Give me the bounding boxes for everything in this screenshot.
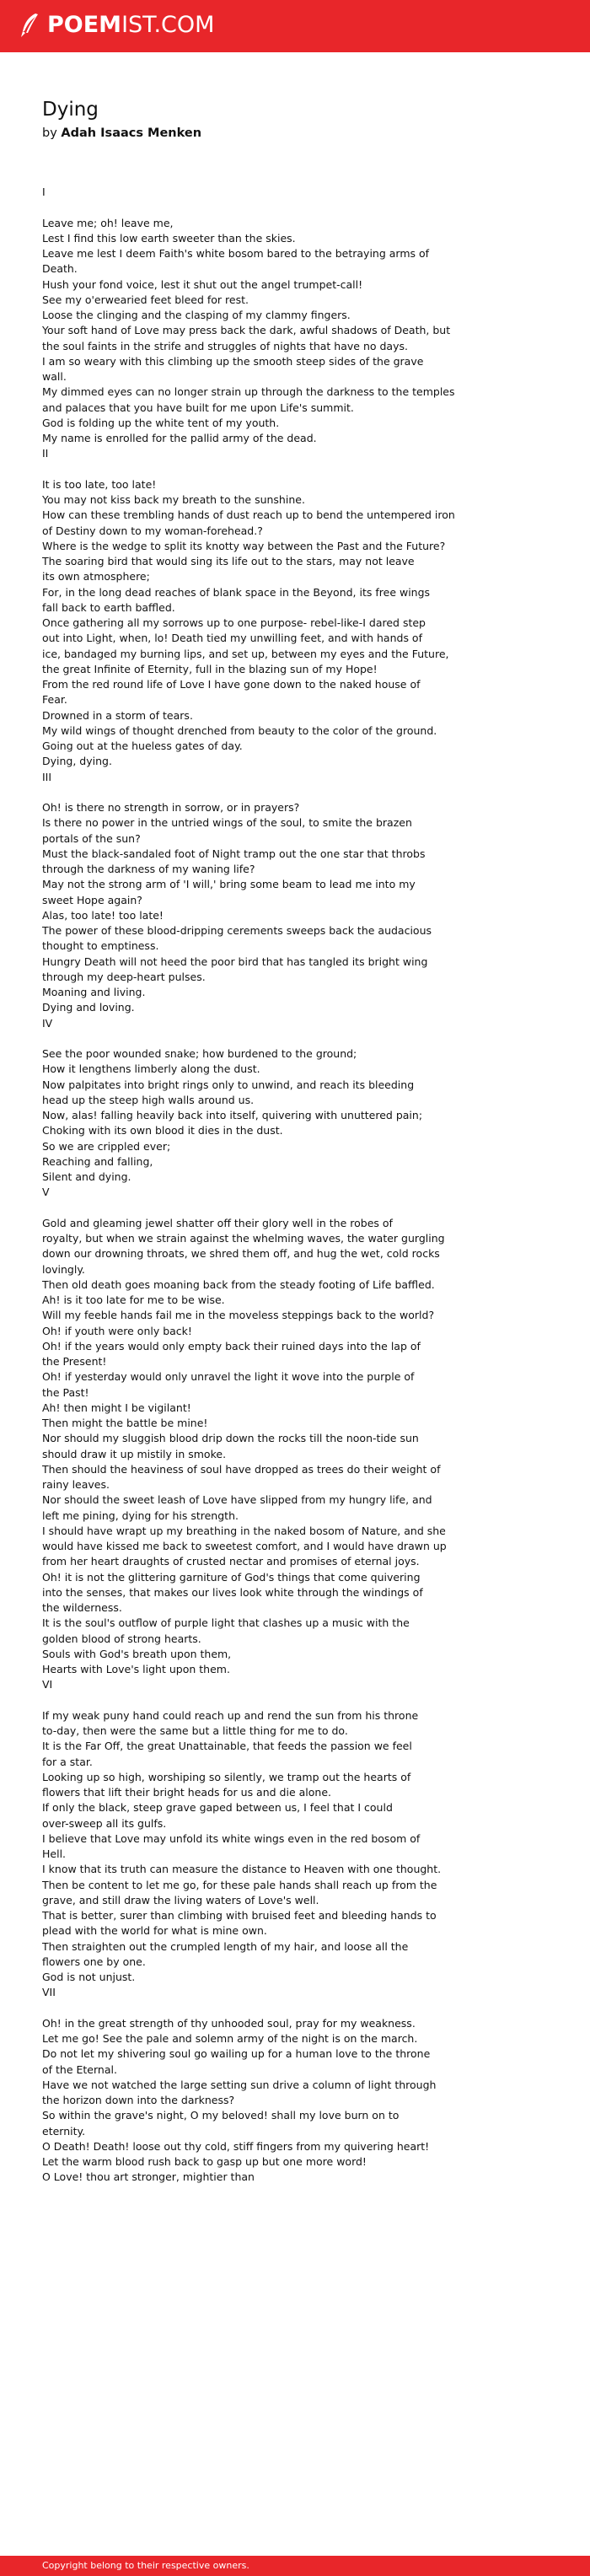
- poem-line: VII: [42, 1986, 56, 1999]
- poem-line: Hearts with Love's light upon them.: [42, 1663, 230, 1675]
- poem-line: Looking up so high, worshiping so silently, we tramp out the hearts of: [42, 1770, 411, 1783]
- poem-line: The soaring bird that would sing its life out to the stars, may not leave: [42, 555, 415, 567]
- poem-line: That is better, surer than climbing with bruised feet and bleeding hands to: [42, 1909, 437, 1922]
- poem-title: Dying: [42, 99, 99, 121]
- poem-line: Let the warm blood rush back to gasp up but one more word!: [42, 2155, 367, 2168]
- poem-line: For, in the long dead reaches of blank space in the Beyond, its free wings: [42, 585, 431, 599]
- poem-line: of the Eternal.: [42, 2062, 117, 2076]
- poem-line: III: [42, 770, 52, 783]
- poem-line: its own atmosphere;: [42, 570, 150, 583]
- poem-line: Reaching and falling,: [42, 1154, 153, 1168]
- poem-line: the soul faints in the strife and struggles of nights that have no days.: [42, 339, 408, 352]
- poem-line: [42, 1031, 514, 1046]
- poem-line: the great Infinite of Eternity, full in the blazing sun of my Hope!: [42, 662, 378, 675]
- poem-line: the horizon down into the darkness?: [42, 2094, 235, 2106]
- poem-line: Fear.: [42, 693, 67, 707]
- logo-text-light: IST.COM: [121, 12, 215, 38]
- poem-line: Ah! is it too late for me to be wise.: [42, 1293, 225, 1306]
- poem-line: Then straighten out the crumpled length of my hair, and loose all the: [42, 1939, 409, 1953]
- poem-line: My name is enrolled for the pallid army of the dead.: [42, 432, 317, 444]
- poem-line: God is folding up the white tent of my youth.: [42, 416, 280, 429]
- poem-line: Dying, dying.: [42, 755, 112, 768]
- poem-line: I believe that Love may unfold its white wings even in the red bosom of: [42, 1831, 421, 1845]
- poem-line: through the darkness of my waning life?: [42, 863, 255, 875]
- poem-line: Ah! then might I be vigilant!: [42, 1401, 191, 1414]
- poem-line: Where is the wedge to split its knotty way between the Past and the Future?: [42, 539, 446, 552]
- poem-line: the Present!: [42, 1355, 107, 1368]
- poem-line: IV: [42, 1016, 53, 1030]
- poem-line: It is the soul's outflow of purple light that clashes up a music with the: [42, 1616, 410, 1630]
- site-logo-text: [47, 12, 214, 39]
- poem-line: into the senses, that makes our lives look white through the windings of: [42, 1585, 423, 1599]
- poem-line: Hell.: [42, 1847, 67, 1860]
- poem-line: rainy leaves.: [42, 1478, 110, 1491]
- poem-line: [42, 462, 514, 477]
- poem-line: and palaces that you have built for me upon Life's summit.: [42, 401, 354, 414]
- poem-line: [42, 200, 514, 215]
- poem-line: through my deep-heart pulses.: [42, 970, 206, 983]
- poem-line: [42, 2001, 514, 2016]
- poem-line: eternity.: [42, 2124, 86, 2138]
- poem-byline: [42, 125, 201, 142]
- poem-line: Alas, too late! too late!: [42, 908, 164, 922]
- poem-line: My wild wings of thought drenched from beauty to the color of the ground.: [42, 723, 437, 737]
- poem-line: I know that its truth can measure the distance to Heaven with one thought.: [42, 1863, 442, 1876]
- poem-line: Gold and gleaming jewel shatter off their glory well in the robes of: [42, 1216, 393, 1229]
- poem-line: plead with the world for what is mine own.: [42, 1924, 267, 1938]
- poem-line: for a star.: [42, 1755, 93, 1768]
- poem-line: O Death! Death! loose out thy cold, stiff fingers from my quivering heart!: [42, 2139, 430, 2153]
- poem-line: down our drowning throats, we shred them off, and hug the wet, cold rocks: [42, 1247, 440, 1261]
- poem-line: Then old death goes moaning back from the steady footing of Life baffled.: [42, 1277, 435, 1291]
- poem-line: The power of these blood-dripping cerements sweeps back the audacious: [42, 924, 432, 937]
- poem-line: over-sweep all its gulfs.: [42, 1816, 167, 1830]
- poem-line: So we are crippled ever;: [42, 1139, 171, 1153]
- poem-line: Silent and dying.: [42, 1170, 131, 1183]
- poem-line: flowers one by one.: [42, 1955, 146, 1968]
- poem-line: Loose the clinging and the clasping of my clammy fingers.: [42, 309, 351, 321]
- poem-line: Souls with God's breath upon them,: [42, 1647, 232, 1660]
- poem-line: Then might the battle be mine!: [42, 1417, 208, 1429]
- poem-line: Going out at the hueless gates of day.: [42, 739, 243, 752]
- byline-prefix: by: [42, 126, 57, 140]
- poem-line: [42, 1201, 514, 1216]
- poem-line: Leave me lest I deem Faith's white bosom bared to the betraying arms of: [42, 247, 430, 260]
- poem-line: From the red round life of Love I have gone down to the naked house of: [42, 678, 421, 691]
- poem-line: would have kissed me back to sweetest comfort, and I would have drawn up: [42, 1540, 447, 1552]
- poem-line: Have we not watched the large setting sun drive a column of light through: [42, 2078, 437, 2091]
- poem-line: My dimmed eyes can no longer strain up through the darkness to the temples: [42, 385, 455, 399]
- poem-line: You may not kiss back my breath to the sunshine.: [42, 493, 305, 506]
- poem-line: [42, 785, 514, 800]
- logo-text-bold: POEM: [47, 12, 122, 38]
- author-link[interactable]: Adah Isaacs Menken: [61, 126, 202, 140]
- poem-line: So within the grave's night, O my beloved! shall my love burn on to: [42, 2109, 400, 2122]
- quill-pen-icon: [20, 13, 39, 38]
- poem-line: Do not let my shivering soul go wailing up for a human love to the throne: [42, 2047, 431, 2061]
- site-logo[interactable]: [20, 12, 214, 39]
- poem-line: from her heart draughts of crusted nectar and promises of eternal joys.: [42, 1555, 420, 1568]
- poem-line: the wilderness.: [42, 1601, 122, 1614]
- poem-line: O Love! thou art stronger, mightier than: [42, 2170, 255, 2184]
- poem-line: out into Light, when, lo! Death tied my unwilling feet, and with hands of: [42, 632, 422, 645]
- poem-line: Death.: [42, 262, 78, 276]
- poem-line: II: [42, 447, 49, 460]
- poem-line: Hungry Death will not heed the poor bird that has tangled its bright wing: [42, 955, 428, 968]
- poem-line: Must the black-sandaled foot of Night tramp out the one star that throbs: [42, 847, 426, 860]
- poem-line: Now, alas! falling heavily back into itself, quivering with unuttered pain;: [42, 1109, 423, 1121]
- poem-line: sweet Hope again?: [42, 893, 142, 906]
- poem-line: Leave me; oh! leave me,: [42, 216, 174, 229]
- poem-line: royalty, but when we strain against the whelming waves, the water gurgling: [42, 1232, 445, 1245]
- poem-line: See the poor wounded snake; how burdened to the ground;: [42, 1047, 357, 1060]
- poem-line: Then be content to let me go, for these pale hands shall reach up from the: [42, 1878, 437, 1891]
- poem-line: Drowned in a storm of tears.: [42, 708, 193, 722]
- poem-line: Now palpitates into bright rings only to unwind, and reach its bleeding: [42, 1078, 415, 1091]
- poem-line: Choking with its own blood it dies in the dust.: [42, 1124, 283, 1137]
- poem-line: Dying and loving.: [42, 1001, 135, 1014]
- poem-line: May not the strong arm of 'I will,' bring some beam to lead me into my: [42, 878, 416, 891]
- poem-line: Will my feeble hands fail me in the moveless steppings back to the world?: [42, 1309, 435, 1322]
- poem-line: Nor should the sweet leash of Love have slipped from my hungry life, and: [42, 1493, 432, 1507]
- poem-line: Oh! if yesterday would only unravel the light it wove into the purple of: [42, 1370, 415, 1384]
- poem-line: Oh! in the great strength of thy unhooded soul, pray for my weakness.: [42, 2016, 416, 2030]
- poem-line: I should have wrapt up my breathing in the naked bosom of Nature, and she: [42, 1524, 446, 1537]
- poem-line: Lest I find this low earth sweeter than the skies.: [42, 231, 296, 245]
- poem-line: Let me go! See the pale and solemn army of the night is on the march.: [42, 2032, 418, 2045]
- poem-line: I: [42, 186, 46, 198]
- poem-line: Nor should my sluggish blood drip down the rocks till the noon-tide sun: [42, 1432, 419, 1445]
- poem-line: Is there no power in the untried wings of the soul, to smite the brazen: [42, 816, 412, 830]
- poem-line: See my o'erwearied feet bleed for rest.: [42, 293, 249, 306]
- poem-line: portals of the sun?: [42, 831, 141, 845]
- poem-line: [42, 1693, 514, 1708]
- poem-line: It is the Far Off, the great Unattainable, that feeds the passion we feel: [42, 1740, 412, 1753]
- poem-line: How can these trembling hands of dust reach up to bend the untempered iron: [42, 508, 455, 522]
- poem-line: God is not unjust.: [42, 1971, 136, 1983]
- poem-line: thought to emptiness.: [42, 939, 159, 953]
- poem-line: the Past!: [42, 1385, 89, 1399]
- poem-line: fall back to earth baffled.: [42, 600, 175, 614]
- poem-line: left me pining, dying for his strength.: [42, 1508, 239, 1522]
- poem-line: to-day, then were the same but a little thing for me to do.: [42, 1724, 348, 1737]
- poem-line: It is too late, too late!: [42, 477, 157, 491]
- poem-line: grave, and still draw the living waters of Love's well.: [42, 1893, 319, 1906]
- poem-line: Then should the heaviness of soul have dropped as trees do their weight of: [42, 1462, 441, 1476]
- poem-body: [42, 185, 514, 2186]
- copyright-text: Copyright belong to their respective owners.: [42, 2560, 249, 2571]
- poem-line: of Destiny down to my woman-forehead.?: [42, 524, 263, 537]
- poem-line: ice, bandaged my burning lips, and set up, between my eyes and the Future,: [42, 647, 449, 660]
- poem-line: V: [42, 1186, 50, 1199]
- poem-line: Moaning and living.: [42, 986, 146, 998]
- poem-line: Oh! it is not the glittering garniture of God's things that come quivering: [42, 1570, 421, 1584]
- poem-line: If my weak puny hand could reach up and rend the sun from his throne: [42, 1708, 419, 1722]
- site-footer: [0, 2556, 590, 2576]
- poem-line: Oh! if the years would only empty back their ruined days into the lap of: [42, 1339, 421, 1353]
- poem-line: VI: [42, 1678, 53, 1691]
- poem-line: should draw it up mistily in smoke.: [42, 1447, 227, 1460]
- poem-line: Your soft hand of Love may press back the dark, awful shadows of Death, but: [42, 324, 451, 337]
- poem-line: wall.: [42, 370, 67, 383]
- site-header: [0, 0, 590, 52]
- poem-line: golden blood of strong hearts.: [42, 1632, 201, 1645]
- poem-line: If only the black, steep grave gaped between us, I feel that I could: [42, 1801, 393, 1815]
- poem-line: I am so weary with this climbing up the smooth steep sides of the grave: [42, 354, 424, 368]
- poem-line: flowers that lift their bright heads for us and die alone.: [42, 1786, 331, 1799]
- poem-line: Hush your fond voice, lest it shut out the angel trumpet-call!: [42, 277, 363, 291]
- poem-line: Once gathering all my sorrows up to one purpose- rebel-like-I dared step: [42, 616, 426, 629]
- poem-line: Oh! is there no strength in sorrow, or in prayers?: [42, 801, 300, 814]
- poem-line: head up the steep high walls around us.: [42, 1093, 255, 1106]
- poem-line: lovingly.: [42, 1262, 85, 1276]
- poem-line: How it lengthens limberly along the dust.: [42, 1062, 260, 1076]
- poem-line: Oh! if youth were only back!: [42, 1324, 192, 1337]
